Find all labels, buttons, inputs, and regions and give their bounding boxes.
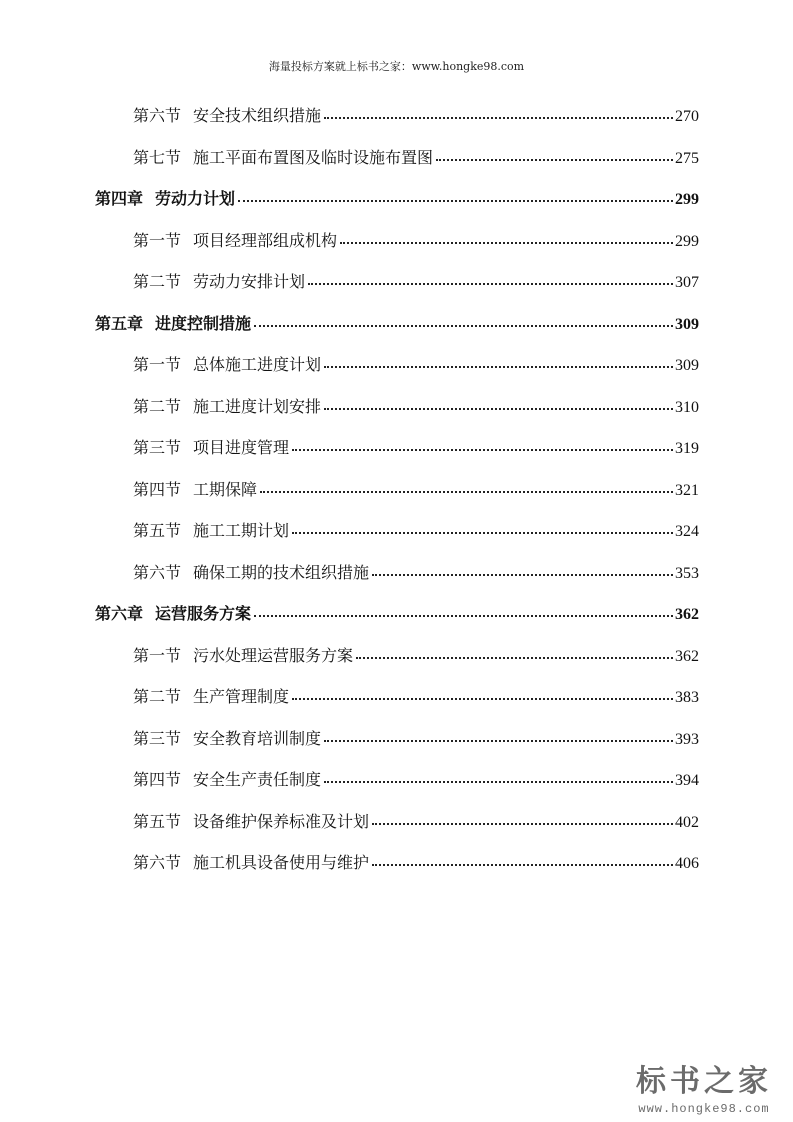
toc-entry-number: 第五节 xyxy=(133,521,182,540)
toc-page-number: 307 xyxy=(675,274,699,291)
toc-section-row[interactable] xyxy=(95,635,699,677)
toc-entry-label xyxy=(133,220,337,262)
toc-section-row[interactable] xyxy=(95,510,699,552)
toc-page-number: 406 xyxy=(675,855,699,872)
toc-entry-label xyxy=(133,635,353,677)
toc-entry-number: 第六节 xyxy=(133,853,182,872)
toc-leader-dots xyxy=(292,698,673,700)
toc-leader-dots xyxy=(372,864,673,866)
toc-leader-dots xyxy=(372,823,673,825)
toc-section-row[interactable] xyxy=(95,344,699,386)
toc-entry-title: 运营服务方案 xyxy=(155,604,252,623)
toc-entry-label xyxy=(133,718,321,760)
toc-section-row[interactable] xyxy=(95,801,699,843)
toc-section-row[interactable] xyxy=(95,427,699,469)
watermark-title: 标书之家 xyxy=(636,1064,772,1099)
toc-entry-number: 第六章 xyxy=(95,604,144,623)
toc-leader-dots xyxy=(324,408,673,410)
toc-chapter-row[interactable] xyxy=(95,593,699,635)
toc-leader-dots xyxy=(292,449,673,451)
toc-entry-title: 项目经理部组成机构 xyxy=(193,230,338,250)
toc-entry-title: 施工工期计划 xyxy=(193,521,290,540)
toc-entry-title: 设备维护保养标准及计划 xyxy=(193,811,370,831)
toc-section-row[interactable] xyxy=(95,718,699,760)
toc-page-number: 383 xyxy=(675,689,699,706)
toc-page-number: 324 xyxy=(675,523,699,540)
toc-leader-dots xyxy=(308,283,673,285)
toc-entry-title: 总体施工进度计划 xyxy=(193,355,322,374)
toc-entry-title: 确保工期的技术组织措施 xyxy=(193,562,370,582)
toc-leader-dots xyxy=(372,574,673,576)
toc-leader-dots xyxy=(324,366,673,368)
table-of-contents xyxy=(95,95,699,884)
toc-entry-label xyxy=(133,552,369,594)
page-header: 海量投标方案就上标书之家：www.hongke98.com xyxy=(268,60,525,73)
toc-leader-dots xyxy=(254,325,673,327)
toc-entry-number: 第六节 xyxy=(133,106,182,125)
toc-section-row[interactable] xyxy=(95,261,699,303)
toc-leader-dots xyxy=(324,781,673,783)
toc-leader-dots xyxy=(254,615,673,617)
toc-leader-dots xyxy=(340,242,673,244)
toc-section-row[interactable] xyxy=(95,552,699,594)
toc-entry-number: 第三节 xyxy=(133,728,182,748)
toc-section-row[interactable] xyxy=(95,676,699,718)
toc-entry-label xyxy=(95,178,235,220)
toc-entry-label xyxy=(133,759,321,801)
toc-leader-dots xyxy=(292,532,673,534)
toc-entry-title: 进度控制措施 xyxy=(155,313,252,333)
toc-page-number: 299 xyxy=(675,191,699,208)
toc-page-number: 353 xyxy=(675,564,699,582)
toc-section-row[interactable] xyxy=(95,759,699,801)
toc-entry-title: 施工进度计划安排 xyxy=(193,396,322,416)
toc-page-number: 321 xyxy=(675,481,699,499)
toc-leader-dots xyxy=(324,117,673,119)
toc-entry-title: 劳动力安排计划 xyxy=(193,272,306,291)
toc-entry-number: 第五章 xyxy=(95,313,144,333)
toc-entry-label xyxy=(95,303,251,345)
toc-entry-number: 第六节 xyxy=(133,562,182,582)
toc-leader-dots xyxy=(436,159,673,161)
toc-page-number: 299 xyxy=(675,232,699,250)
toc-entry-number: 第二节 xyxy=(133,687,182,706)
toc-page-number: 362 xyxy=(675,647,699,665)
toc-entry-label xyxy=(133,427,289,469)
toc-entry-title: 安全生产责任制度 xyxy=(193,770,322,789)
toc-page-number: 402 xyxy=(675,813,699,831)
toc-page-number: 362 xyxy=(675,606,699,623)
toc-entry-number: 第四章 xyxy=(95,189,144,208)
toc-section-row[interactable] xyxy=(95,220,699,262)
toc-entry-title: 项目进度管理 xyxy=(193,438,290,457)
toc-section-row[interactable] xyxy=(95,95,699,137)
toc-entry-label xyxy=(133,842,369,884)
toc-entry-number: 第二节 xyxy=(133,272,182,291)
toc-entry-number: 第一节 xyxy=(133,230,182,250)
toc-entry-number: 第五节 xyxy=(133,811,182,831)
toc-entry-number: 第一节 xyxy=(133,355,182,374)
toc-entry-title: 施工平面布置图及临时设施布置图 xyxy=(193,147,434,167)
toc-entry-label xyxy=(133,261,305,303)
toc-entry-number: 第三节 xyxy=(133,438,182,457)
toc-chapter-row[interactable] xyxy=(95,303,699,345)
toc-entry-label xyxy=(133,344,321,386)
toc-entry-label xyxy=(133,676,289,718)
toc-entry-title: 安全技术组织措施 xyxy=(193,106,322,125)
toc-section-row[interactable] xyxy=(95,469,699,511)
toc-leader-dots xyxy=(238,200,673,202)
toc-entry-number: 第一节 xyxy=(133,645,182,665)
toc-page-number: 309 xyxy=(675,357,699,374)
toc-leader-dots xyxy=(324,740,673,742)
watermark-url: www.hongke98.com xyxy=(638,1102,770,1116)
toc-entry-title: 施工机具设备使用与维护 xyxy=(193,853,370,872)
toc-page-number: 270 xyxy=(675,108,699,125)
toc-entry-label xyxy=(133,801,369,843)
toc-page-number: 275 xyxy=(675,149,699,167)
toc-entry-title: 生产管理制度 xyxy=(193,687,290,706)
toc-leader-dots xyxy=(356,657,673,659)
toc-entry-number: 第四节 xyxy=(133,479,182,499)
toc-entry-title: 劳动力计划 xyxy=(155,189,236,208)
toc-entry-label xyxy=(133,137,433,179)
watermark-logo xyxy=(629,1056,779,1116)
toc-entry-number: 第七节 xyxy=(133,147,182,167)
toc-entry-label xyxy=(95,593,251,635)
toc-entry-title: 污水处理运营服务方案 xyxy=(193,645,354,665)
toc-page-number: 393 xyxy=(675,730,699,748)
toc-page-number: 319 xyxy=(675,440,699,457)
toc-section-row[interactable] xyxy=(95,842,699,884)
toc-entry-label xyxy=(133,469,257,511)
toc-entry-title: 安全教育培训制度 xyxy=(193,728,322,748)
toc-leader-dots xyxy=(260,491,673,493)
toc-entry-number: 第四节 xyxy=(133,770,182,789)
toc-section-row[interactable] xyxy=(95,386,699,428)
toc-page-number: 310 xyxy=(675,398,699,416)
toc-entry-number: 第二节 xyxy=(133,396,182,416)
toc-chapter-row[interactable] xyxy=(95,178,699,220)
toc-page-number: 394 xyxy=(675,772,699,789)
toc-entry-title: 工期保障 xyxy=(193,479,258,499)
toc-section-row[interactable] xyxy=(95,137,699,179)
toc-entry-label xyxy=(133,95,321,137)
toc-page-number: 309 xyxy=(675,315,699,333)
toc-entry-label xyxy=(133,510,289,552)
toc-entry-label xyxy=(133,386,321,428)
